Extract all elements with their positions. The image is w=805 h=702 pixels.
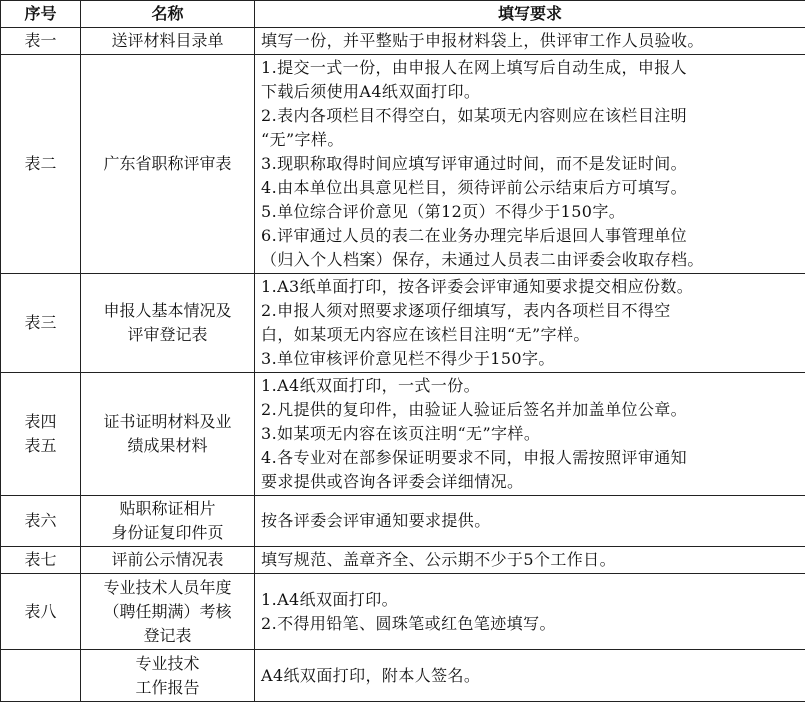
requirements-cell (255, 28, 805, 55)
name-line: 申报人基本情况及 (87, 299, 248, 323)
header-serial: 序号 (1, 1, 81, 28)
name-line: （聘任期满）考核 (87, 600, 248, 624)
name-cell (81, 496, 255, 547)
requirement-line: 6.评审通过人员的表二在业务办理完毕后退回人事管理单位 (261, 224, 799, 248)
requirement-line: 下载后须使用A4纸双面打印。 (261, 80, 799, 104)
table-row (1, 28, 805, 55)
name-cell (81, 55, 255, 274)
serial-cell (1, 496, 81, 547)
name-line: 送评材料目录单 (87, 29, 248, 53)
table-row (1, 274, 805, 373)
table-row (1, 574, 805, 650)
requirement-line: 白，如某项无内容应在该栏目注明“无”字样。 (261, 323, 799, 347)
requirement-line: 填写一份，并平整贴于申报材料袋上，供评审工作人员验收。 (261, 29, 799, 53)
name-line: 广东省职称评审表 (87, 152, 248, 176)
serial-line: 表一 (7, 29, 74, 53)
header-row (1, 1, 805, 28)
requirement-line: 2.凡提供的复印件，由验证人验证后签名并加盖单位公章。 (261, 398, 799, 422)
requirement-line: 按各评委会评审通知要求提供。 (261, 509, 799, 533)
name-line: 评前公示情况表 (87, 548, 248, 572)
requirement-line: 3.如某项无内容在该页注明“无”字样。 (261, 422, 799, 446)
requirement-line: 1.A4纸双面打印。 (261, 588, 799, 612)
name-line: 专业技术人员年度 (87, 576, 248, 600)
name-cell (81, 274, 255, 373)
table-row (1, 650, 805, 702)
table-body (1, 28, 805, 702)
serial-line: 表二 (7, 152, 74, 176)
requirement-line: “无”字样。 (261, 128, 799, 152)
requirements-cell (255, 496, 805, 547)
requirements-cell (255, 274, 805, 373)
name-line: 贴职称证相片 (87, 497, 248, 521)
name-cell (81, 28, 255, 55)
name-line: 专业技术 (87, 652, 248, 676)
serial-cell (1, 55, 81, 274)
requirement-line: 1.提交一式一份，由申报人在网上填写后自动生成，申报人 (261, 56, 799, 80)
serial-line: 表六 (7, 509, 74, 533)
serial-line: 表七 (7, 548, 74, 572)
table-row (1, 547, 805, 574)
name-cell (81, 547, 255, 574)
requirement-line: （归入个人档案）保存，未通过人员表二由评委会收取存档。 (261, 248, 799, 272)
name-cell (81, 650, 255, 702)
header-name: 名称 (81, 1, 255, 28)
table-row (1, 55, 805, 274)
requirement-line: 1.A4纸双面打印，一式一份。 (261, 374, 799, 398)
name-cell (81, 574, 255, 650)
serial-line: 表四 (7, 410, 74, 434)
name-line: 证书证明材料及业 (87, 410, 248, 434)
name-cell (81, 373, 255, 496)
requirements-cell (255, 574, 805, 650)
serial-line: 表五 (7, 434, 74, 458)
serial-cell (1, 274, 81, 373)
serial-line: 表八 (7, 600, 74, 624)
name-line: 工作报告 (87, 676, 248, 700)
requirements-cell (255, 55, 805, 274)
requirement-line: A4纸双面打印，附本人签名。 (261, 664, 799, 688)
table-row (1, 496, 805, 547)
requirement-line: 2.不得用铅笔、圆珠笔或红色笔迹填写。 (261, 612, 799, 636)
requirement-line: 4.由本单位出具意见栏目，须待评前公示结束后方可填写。 (261, 176, 799, 200)
requirement-line: 3.单位审核评价意见栏不得少于150字。 (261, 347, 799, 371)
serial-cell (1, 28, 81, 55)
requirements-cell (255, 547, 805, 574)
requirement-line: 2.申报人须对照要求逐项仔细填写，表内各项栏目不得空 (261, 299, 799, 323)
table-row (1, 373, 805, 496)
requirement-line: 要求提供或咨询各评委会详细情况。 (261, 470, 799, 494)
serial-cell (1, 373, 81, 496)
requirement-line: 3.现职称取得时间应填写评审通过时间，而不是发证时间。 (261, 152, 799, 176)
requirements-cell (255, 373, 805, 496)
requirement-line: 1.A3纸单面打印，按各评委会评审通知要求提交相应份数。 (261, 275, 799, 299)
name-line: 身份证复印件页 (87, 521, 248, 545)
requirement-line: 5.单位综合评价意见（第12页）不得少于150字。 (261, 200, 799, 224)
serial-line: 表三 (7, 311, 74, 335)
serial-cell (1, 547, 81, 574)
requirement-line: 4.各专业对在部参保证明要求不同，申报人需按照评审通知 (261, 446, 799, 470)
header-requirements: 填写要求 (255, 1, 805, 28)
requirement-line: 填写规范、盖章齐全、公示期不少于5个工作日。 (261, 548, 799, 572)
requirements-cell (255, 650, 805, 702)
name-line: 绩成果材料 (87, 434, 248, 458)
name-line: 登记表 (87, 624, 248, 648)
serial-cell (1, 574, 81, 650)
serial-cell (1, 650, 81, 702)
requirement-line: 2.表内各项栏目不得空白，如某项无内容则应在该栏目注明 (261, 104, 799, 128)
name-line: 评审登记表 (87, 323, 248, 347)
